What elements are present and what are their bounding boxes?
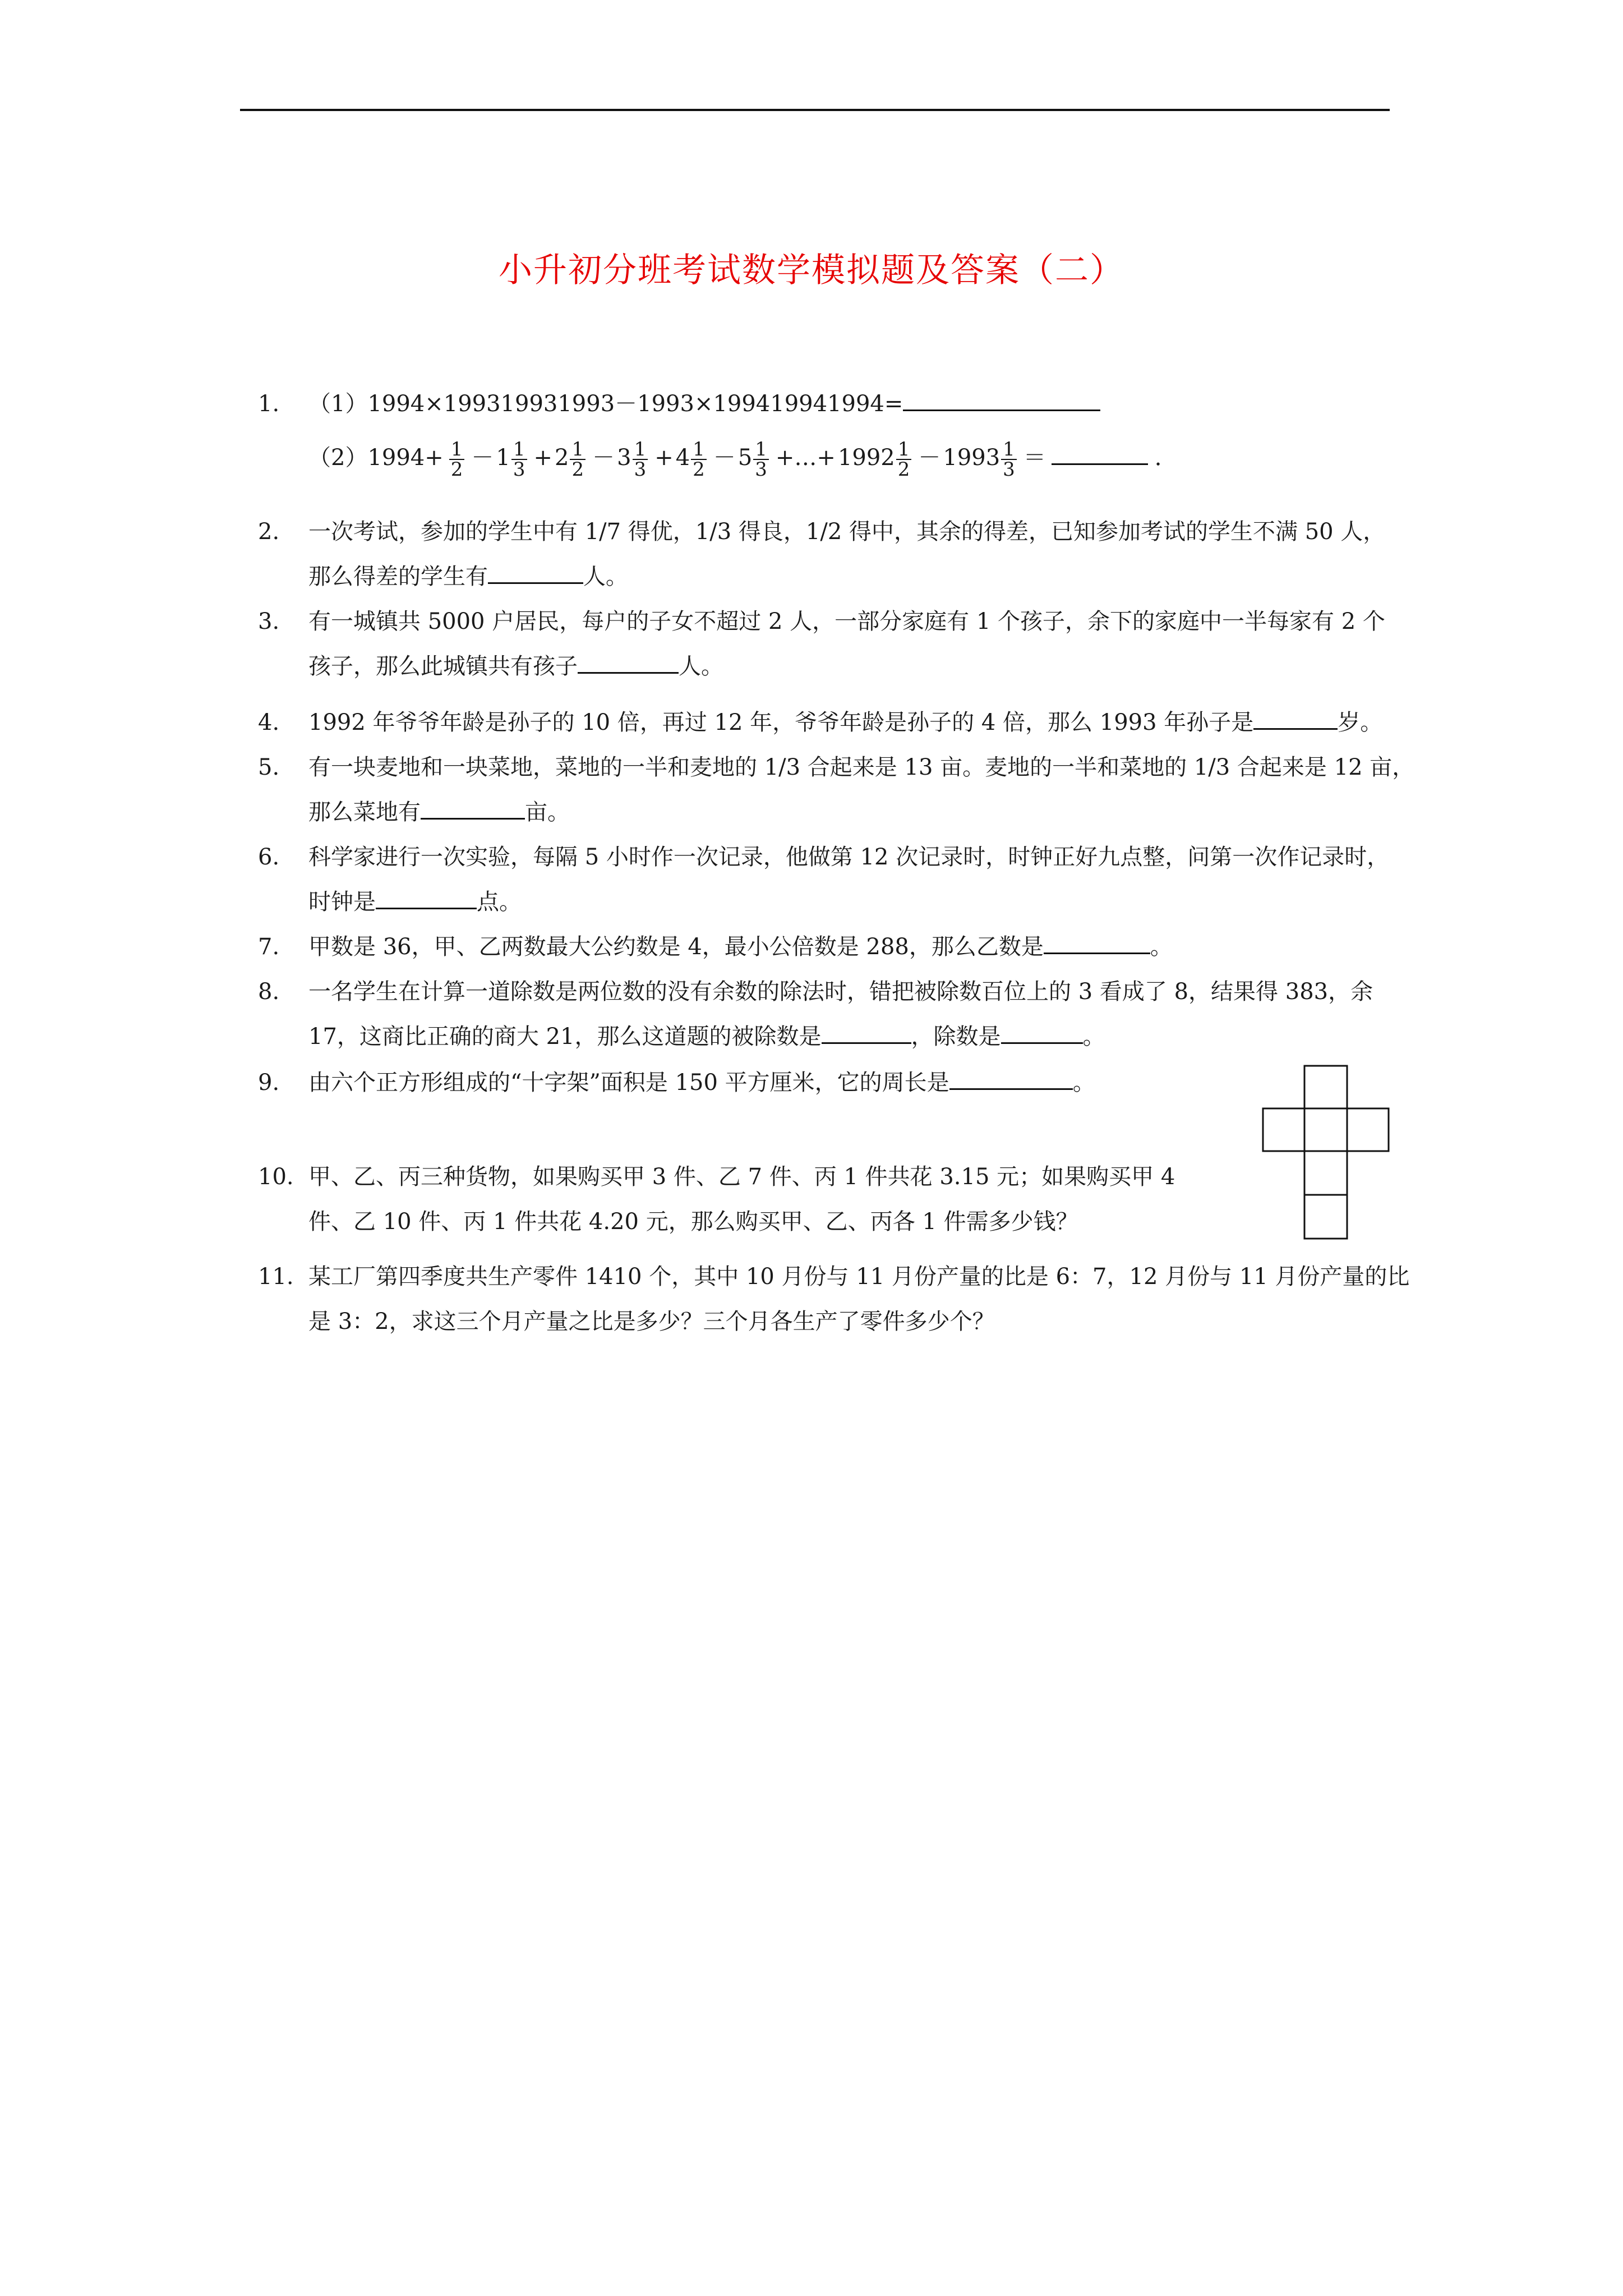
q1-fraction-series	[444, 438, 1018, 481]
fraction-term	[916, 438, 1017, 481]
dividend-answer-blank[interactable]	[822, 1022, 911, 1044]
question-text: 件、乙 10 件、丙 1 件共花 4.20 元，那么购买甲、乙、丙各 1 件需多少钱？	[308, 1209, 1078, 1235]
question-text: 人。	[679, 654, 723, 679]
question-text: 点。	[477, 889, 522, 915]
fraction-term	[773, 438, 912, 481]
denominator: 2	[450, 458, 463, 481]
fraction-term	[711, 438, 770, 481]
answer-blank[interactable]	[1253, 708, 1338, 730]
fraction-term	[532, 438, 587, 481]
fraction-term	[590, 438, 649, 481]
question-body	[308, 1154, 1475, 1244]
question-text: 孩子，那么此城镇共有孩子	[308, 654, 578, 679]
square	[1304, 1108, 1347, 1151]
term-sign: +	[533, 445, 553, 471]
question-body	[308, 745, 1475, 835]
numerator: 1	[570, 440, 585, 460]
question-text: 17，这商比正确的商大 21，那么这道题的被除数是	[308, 1024, 822, 1050]
question-body	[308, 509, 1475, 599]
numerator: 1	[449, 440, 465, 460]
numerator: 1	[633, 440, 648, 460]
term-whole: 1992	[837, 445, 895, 471]
term-whole: 2	[555, 445, 569, 471]
fraction	[753, 440, 769, 479]
q1-part2	[308, 430, 1475, 486]
question-text: 有一块麦地和一块菜地，菜地的一半和麦地的 1/3 合起来是 13 亩。麦地的一半和菜地的 1/3 合起来是 12 亩，	[308, 754, 1415, 780]
question-body	[308, 1254, 1475, 1344]
numerator: 1	[1001, 440, 1017, 460]
question-text: 某工厂第四季度共生产零件 1410 个，其中 10 月份与 11 月份产量的比是 6：7，12 月份与 11 月份产量的比	[308, 1264, 1410, 1290]
fraction	[511, 440, 527, 479]
question-text: 一名学生在计算一道除数是两位数的没有余数的除法时，错把被除数百位上的 3 看成了 8，结果得 383，余	[308, 979, 1373, 1005]
numerator: 1	[511, 440, 527, 460]
fraction-term	[469, 438, 528, 481]
answer-blank[interactable]	[421, 798, 525, 820]
question-number: 9.	[258, 1070, 280, 1096]
fraction	[896, 440, 912, 479]
question-body	[308, 381, 1475, 486]
denominator: 3	[1003, 458, 1015, 481]
square	[1304, 1066, 1347, 1108]
question-text: 。	[1082, 1024, 1105, 1050]
question-number: 4.	[258, 710, 280, 735]
question-number: 3.	[258, 609, 280, 634]
q1-equals: ＝	[1023, 445, 1046, 471]
term-sign: －	[918, 445, 941, 471]
question-text: 。	[1072, 1070, 1095, 1096]
term-whole: 1993	[943, 445, 1000, 471]
answer-blank[interactable]	[488, 562, 583, 584]
fraction	[1001, 440, 1017, 479]
question-body	[308, 599, 1475, 689]
term-sign: －	[471, 445, 494, 471]
question-text: 科学家进行一次实验，每隔 5 小时作一次记录，他做第 12 次记录时，时钟正好九点整，问第一次作记录时，	[308, 844, 1390, 870]
fraction	[570, 440, 585, 479]
question-text: 由六个正方形组成的“十字架”面积是 150 平方厘米，它的周长是	[308, 1070, 949, 1096]
question-text: 岁。	[1338, 710, 1383, 735]
answer-blank[interactable]	[949, 1068, 1073, 1090]
numerator: 1	[691, 440, 707, 460]
term-sign: +	[654, 445, 674, 471]
term-whole: 1	[496, 445, 510, 471]
divisor-answer-blank[interactable]	[1001, 1022, 1083, 1044]
answer-blank[interactable]	[1052, 443, 1148, 465]
term-sign: －	[592, 445, 615, 471]
question-text: 亩。	[525, 799, 570, 825]
question-text: 有一城镇共 5000 户居民，每户的子女不超过 2 人，一部分家庭有 1 个孩子，余下的家庭中一半每家有 2 个	[308, 609, 1385, 634]
question-text: 甲数是 36，甲、乙两数最大公约数是 4，最小公倍数是 288，那么乙数是	[308, 934, 1044, 960]
fraction-term	[444, 438, 466, 481]
fraction-term	[652, 438, 708, 481]
numerator: 1	[896, 440, 912, 460]
answer-blank[interactable]	[1044, 932, 1150, 954]
denominator: 2	[693, 458, 705, 481]
question-text: 那么得差的学生有	[308, 564, 488, 590]
question-text: 一次考试，参加的学生中有 1/7 得优，1/3 得良，1/2 得中，其余的得差，已知参加考试的学生不满 50 人，	[308, 519, 1386, 545]
term-sign: －	[713, 445, 736, 471]
fraction	[691, 440, 707, 479]
denominator: 2	[571, 458, 584, 481]
term-whole: 5	[737, 445, 753, 471]
denominator: 3	[755, 458, 767, 481]
term-sign: +…+	[775, 445, 836, 471]
question-text: 。	[1150, 934, 1173, 960]
question-text: 甲、乙、丙三种货物，如果购买甲 3 件、乙 7 件、丙 1 件共花 3.15 元；如果购买甲 4	[308, 1164, 1175, 1190]
denominator: 3	[634, 458, 647, 481]
question-body	[308, 835, 1475, 924]
denominator: 3	[513, 458, 525, 481]
question-number: 2.	[258, 519, 280, 545]
square	[1263, 1108, 1304, 1151]
question-text: 人。	[583, 564, 628, 590]
q1-end-mark: ．	[1154, 445, 1177, 471]
fraction	[449, 440, 465, 479]
question-text: 1992 年爷爷年龄是孙子的 10 倍，再过 12 年，爷爷年龄是孙子的 4 倍，那么 1993 年孙子是	[308, 710, 1254, 735]
question-number: 11.	[258, 1264, 294, 1290]
question-text: ，除数是	[911, 1024, 1001, 1050]
question-text: 是 3：2，求这三个月产量之比是多少？三个月各生产了零件多少个？	[308, 1309, 995, 1335]
question-body	[308, 700, 1475, 745]
question-number: 8.	[258, 979, 280, 1005]
question-text: 时钟是	[308, 889, 376, 915]
question-body	[308, 924, 1475, 969]
header-rule	[240, 109, 1390, 111]
term-whole: 4	[675, 445, 690, 471]
numerator: 1	[753, 440, 769, 460]
question-number: 6.	[258, 844, 280, 870]
q1-part1-text: （1）1994×199319931993－1993×199419941994=	[308, 391, 903, 417]
term-whole: 3	[617, 445, 631, 471]
fraction	[633, 440, 648, 479]
question-body	[308, 969, 1475, 1059]
q1-part2-prefix: （2）1994+	[308, 445, 444, 471]
question-number: 7.	[258, 934, 280, 960]
square	[1347, 1108, 1389, 1151]
question-text: 那么菜地有	[308, 799, 421, 825]
denominator: 2	[897, 458, 910, 481]
answer-blank[interactable]	[376, 887, 477, 909]
question-number: 10.	[258, 1164, 294, 1190]
page-title: 小升初分班考试数学模拟题及答案（二）	[499, 251, 1124, 290]
answer-blank[interactable]	[578, 652, 679, 674]
question-number: 5.	[258, 754, 280, 780]
answer-blank[interactable]	[903, 389, 1100, 411]
question-number: 1.	[258, 391, 280, 417]
